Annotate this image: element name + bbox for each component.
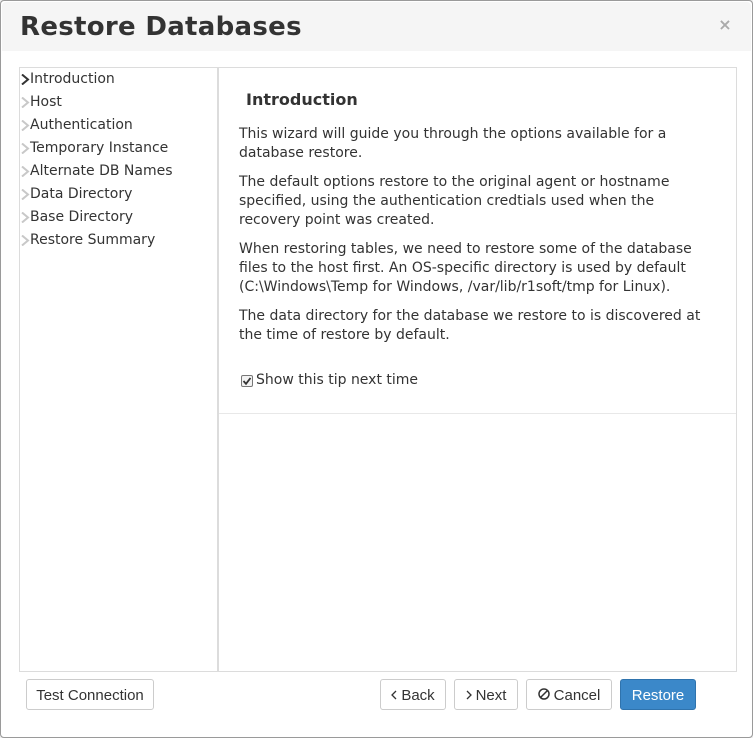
ban-icon bbox=[538, 680, 550, 711]
nav-item-alternate-db-names[interactable] bbox=[20, 160, 217, 182]
chevron-right-icon bbox=[20, 235, 30, 246]
nav-item-base-directory[interactable] bbox=[20, 206, 217, 228]
wizard-frame bbox=[19, 67, 737, 672]
dialog-title: Restore Databases bbox=[20, 12, 302, 42]
nav-item-restore-summary[interactable] bbox=[20, 229, 217, 251]
nav-item-label: Temporary Instance bbox=[30, 140, 169, 156]
chevron-right-icon bbox=[20, 74, 30, 85]
chevron-left-icon bbox=[391, 680, 397, 711]
tables-paragraph: When restoring tables, we need to restore some of the database files to the host first. An OS-specific directory is used by default (C:\Windows\Temp for Windows, /var/lib/r1soft/tmp for Linux). bbox=[239, 241, 692, 295]
chevron-right-icon bbox=[466, 680, 472, 711]
step-heading: Introduction bbox=[246, 90, 358, 109]
show-tip-label: Show this tip next time bbox=[256, 372, 419, 388]
next-button[interactable] bbox=[454, 679, 518, 710]
cancel-button[interactable] bbox=[526, 679, 612, 710]
show-tip-checkbox[interactable] bbox=[241, 375, 253, 387]
nav-item-label: Base Directory bbox=[30, 209, 134, 225]
back-button[interactable] bbox=[380, 679, 446, 710]
back-label: Back bbox=[401, 687, 435, 704]
test-connection-label: Test Connection bbox=[36, 687, 144, 704]
wizard-steps-nav bbox=[20, 68, 219, 671]
restore-label: Restore bbox=[631, 687, 685, 704]
test-connection-button[interactable] bbox=[26, 679, 154, 710]
data-directory-paragraph: The data directory for the database we restore to is discovered at the time of restore by default. bbox=[239, 308, 701, 343]
nav-item-host[interactable] bbox=[20, 91, 217, 113]
checkmark-icon bbox=[242, 376, 252, 386]
cancel-label: Cancel bbox=[553, 687, 601, 704]
nav-item-label: Introduction bbox=[30, 71, 115, 87]
chevron-right-icon bbox=[20, 166, 30, 177]
next-label: Next bbox=[475, 687, 507, 704]
chevron-right-icon bbox=[20, 143, 30, 154]
chevron-right-icon bbox=[20, 212, 30, 223]
nav-item-label: Restore Summary bbox=[30, 232, 156, 248]
nav-item-label: Alternate DB Names bbox=[30, 163, 173, 179]
step-content-panel bbox=[219, 68, 736, 414]
nav-item-label: Authentication bbox=[30, 117, 133, 133]
nav-item-authentication[interactable] bbox=[20, 114, 217, 136]
intro-paragraph: This wizard will guide you through the options available for a database restore. bbox=[239, 126, 667, 161]
defaults-paragraph: The default options restore to the original agent or hostname specified, using the authentication credtials used when the recovery point was created. bbox=[239, 174, 670, 228]
nav-item-temporary-instance[interactable] bbox=[20, 137, 217, 159]
nav-item-label: Host bbox=[30, 94, 62, 110]
chevron-right-icon bbox=[20, 120, 30, 131]
chevron-right-icon bbox=[20, 189, 30, 200]
restore-button[interactable] bbox=[620, 679, 696, 710]
nav-item-label: Data Directory bbox=[30, 186, 133, 202]
nav-item-data-directory[interactable] bbox=[20, 183, 217, 205]
dialog-header bbox=[2, 2, 751, 51]
chevron-right-icon bbox=[20, 97, 30, 108]
nav-item-introduction[interactable] bbox=[20, 68, 217, 90]
close-icon[interactable]: × bbox=[718, 15, 732, 34]
